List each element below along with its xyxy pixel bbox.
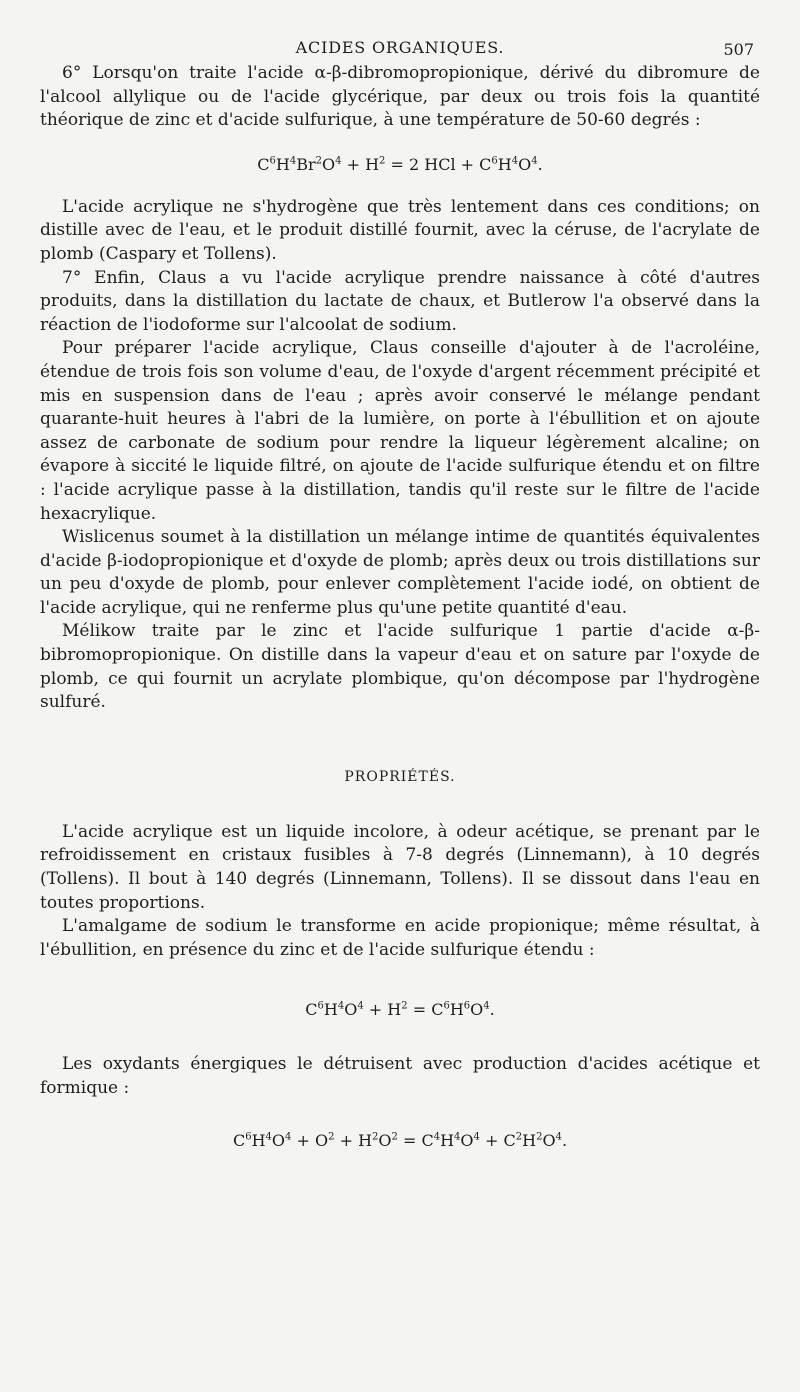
paragraph-method-6: 6° Lorsqu'on traite l'acide α-β-dibromopropionique, dérivé du dibromure de l'alcool allylique ou de l'acide glycérique, par deux ou trois fois la quantité théorique de zinc et d'acide sulfurique, à une température de 50-60 degrés : [40,63,760,131]
paragraph-melikow: Mélikow traite par le zinc et l'acide sulfurique 1 partie d'acide α-β-bibromopropionique. On distille dans la vapeur d'eau et on sature par l'oxyde de plomb, ce qui fournit un acrylate plombique, qu'on décompose par l'hydrogène sulfuré. [40,621,760,713]
paragraph-sodium-amalgam: L'amalgame de sodium le transforme en acide propionique; même résultat, à l'ébullition, en présence du zinc et de l'acide sulfurique étendu : [40,916,760,960]
paragraph-claus-preparation: Pour préparer l'acide acrylique, Claus conseille d'ajouter à de l'acroléine, étendue de trois fois son volume d'eau, de l'oxyde d'argent récemment précipité et mis en suspension dans de l'eau ; après avoir conservé le mélange pendant quarante-huit heures à l'abri de la lumière, on porte à l'ébullition et on ajoute assez de carbonate de sodium pour rendre la liqueur légèrement alcaline; on évapore à siccité le liquide filtré, on ajoute de l'acide sulfurique étendu et on filtre : l'acide acrylique passe à la distillation, tandis qu'il reste sur le filtre de l'acide hexacrylique. [40,338,760,524]
page-number: 507 [723,40,754,59]
paragraph-properties: L'acide acrylique est un liquide incolore, à odeur acétique, se prenant par le refroidissement en cristaux fusibles à 7-8 degrés (Linnemann), à 10 degrés (Tollens). Il bout à 140 degrés (Linnemann, Tollens). Il se dissout dans l'eau en toutes proportions. [40,821,760,913]
formula-oxidation: $C^6H^4O^4 + O^2 + H^2O^2 = C^4H^4O^4 + C^2H^2O^4$. [232,1130,568,1150]
formula-hydrogenation: $C^6H^4O^4 + H^2 = C^6H^6O^4$. [305,1000,495,1020]
paragraph-oxidants: Les oxydants énergiques le détruisent avec production d'acides acétique et formique : [40,1054,760,1098]
paragraph-hydrogenation: L'acide acrylique ne s'hydrogène que très lentement dans ces conditions; on distille avec de l'eau, et le produit distillé fournit, avec la céruse, de l'acrylate de plomb (Caspary et Tollens). [40,196,760,264]
formula-dibromo-reduction: $C^6H^4Br^2O^4 + H^2 = 2$ HCl + $C^6H^4O^4$. [257,154,543,174]
running-header [40,0,760,62]
paragraph-wislicenus: Wislicenus soumet à la distillation un mélange intime de quantités équivalentes d'acide β-iodopropionique et d'oxyde de plomb; après deux ou trois distillations sur un peu d'oxyde de plomb, pour enlever complètement l'acide iodé, on obtient de l'acide acrylique, qui ne renferme plus qu'une petite quantité d'eau. [40,527,760,618]
paragraph-method-7: 7° Enfin, Claus a vu l'acide acrylique prendre naissance à côté d'autres produits, dans la distillation du lactate de chaux, et Butlerow l'a observé dans la réaction de l'iodoforme sur l'alcoolat de sodium. [40,267,760,335]
section-title-proprietes: PROPRIÉTÉS. [344,768,456,785]
running-title: ACIDES ORGANIQUES. [295,38,505,57]
